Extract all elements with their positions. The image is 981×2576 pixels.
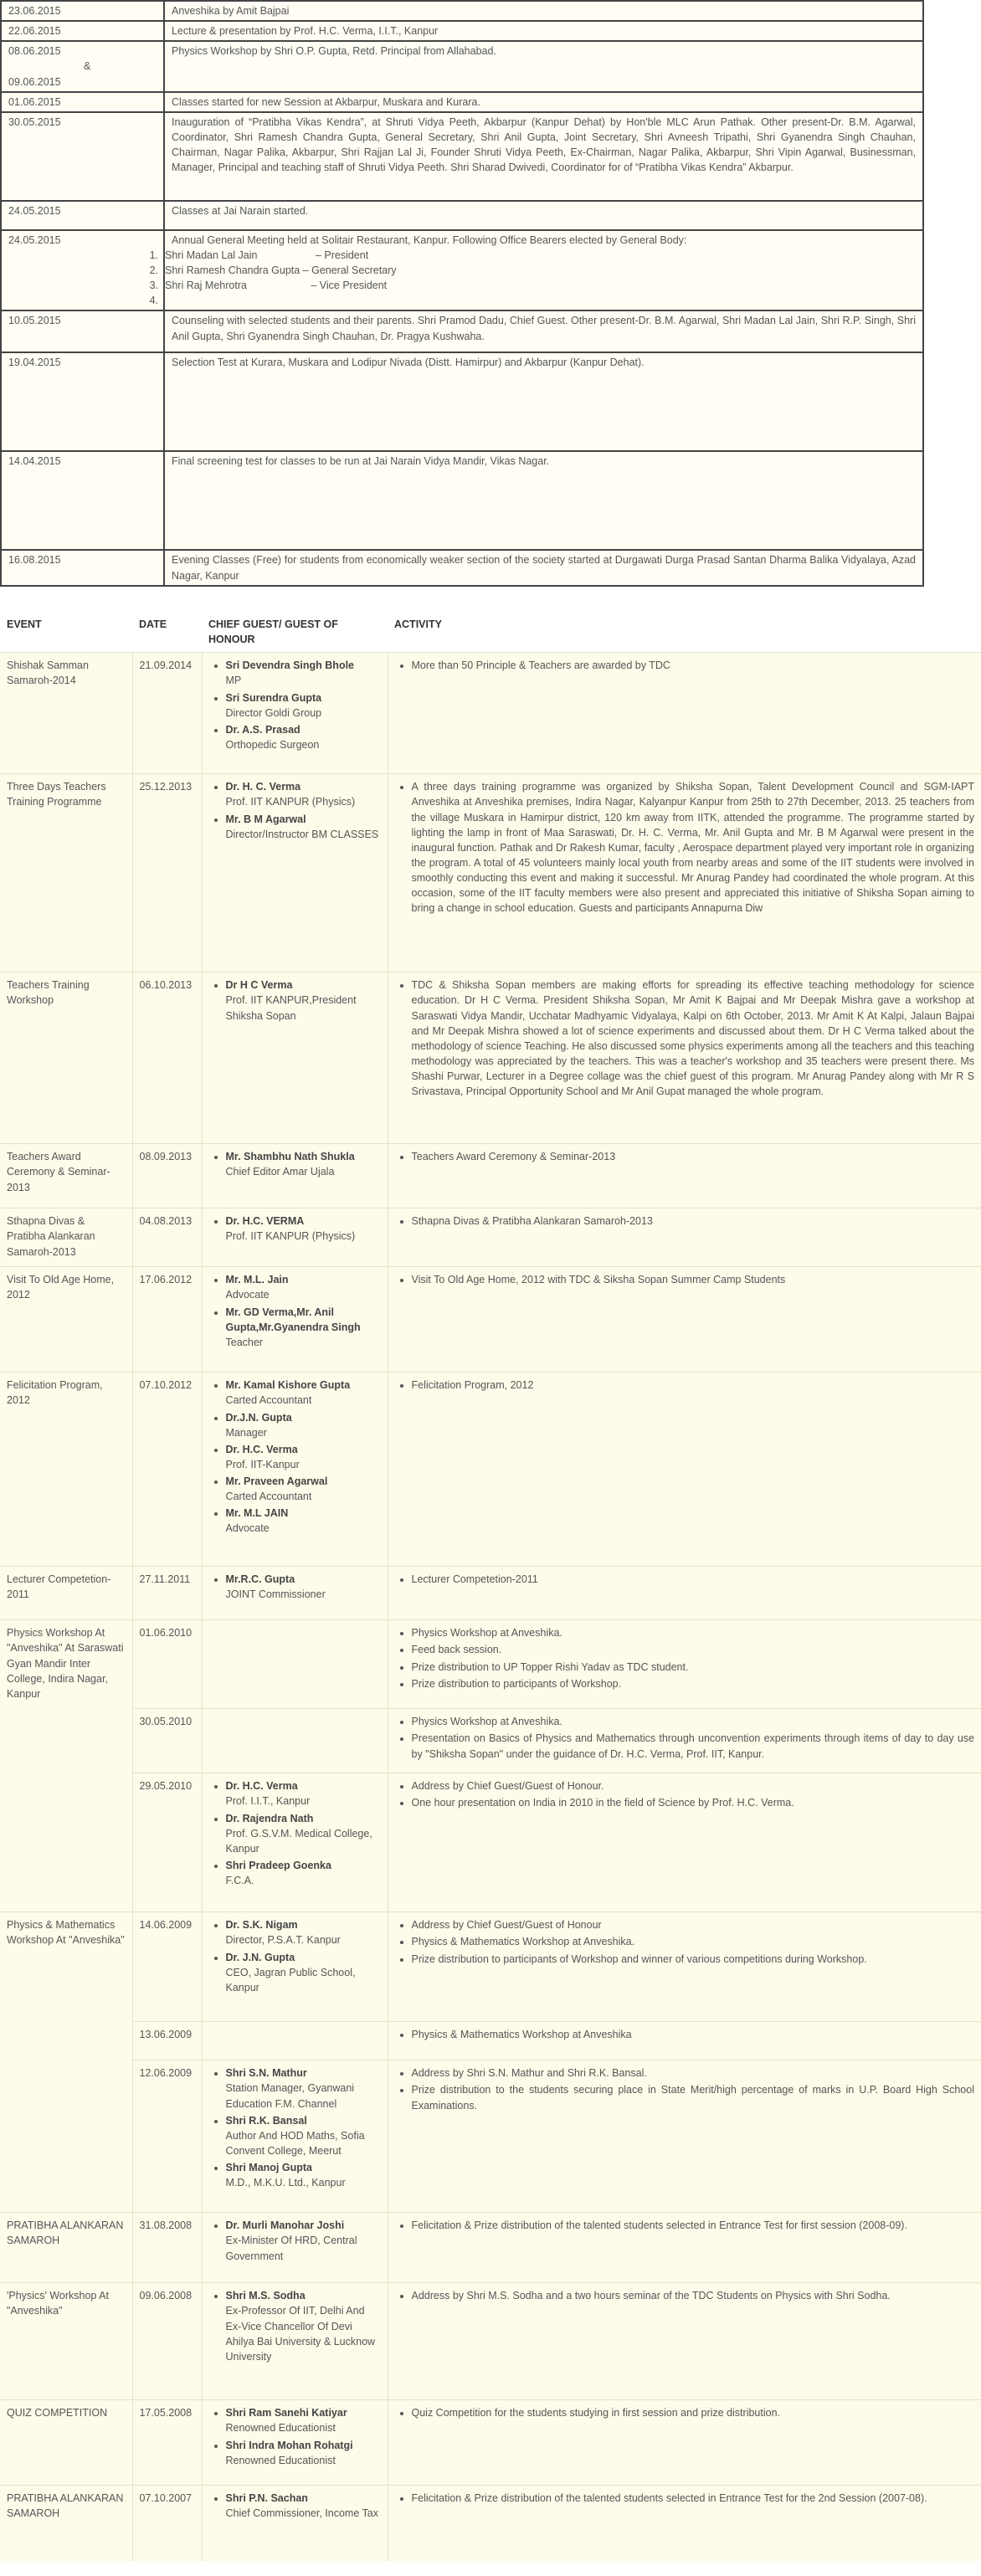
activity-item: • Lecturer Competetion-2011 [412, 1572, 975, 1587]
activity-item: • Address by Chief Guest/Guest of Honour. [412, 1778, 975, 1793]
chief-guest-cell [202, 1208, 388, 1267]
activity-list [395, 1272, 975, 1287]
guest-role: Orthopedic Surgeon [225, 738, 320, 751]
table-row [1, 230, 923, 311]
activity-item: • Teachers Award Ceremony & Seminar-2013 [412, 1149, 975, 1164]
chief-guest-cell [202, 653, 388, 774]
row-text-body: Evening Classes (Free) for students from economically weaker section of the society started at Durgawati Durga Prasad Santan Dharma Balika Vidyalaya, Azad Nagar, Kanpur [172, 554, 916, 582]
table-row [0, 1144, 981, 1208]
guest-list [209, 2065, 381, 2190]
table-row [1, 112, 923, 201]
date-cell: 08.09.2013 [132, 1144, 202, 1208]
row-text [164, 1, 923, 21]
activity-cell [388, 2060, 981, 2213]
date-cell: 31.08.2008 [132, 2213, 202, 2283]
guest-name: Shri Manoj Gupta [225, 2162, 312, 2173]
row-date: 10.05.2015 [1, 310, 164, 352]
guest-item [226, 1305, 381, 1350]
guest-item [226, 1858, 381, 1888]
guest-name: Mr.R.C. Gupta [225, 1573, 295, 1586]
chief-guest-cell [202, 1144, 388, 1208]
chief-guest-cell [202, 2486, 388, 2561]
list-number: 4. [149, 295, 158, 307]
guest-name: Dr. H.C. Verma [225, 1780, 298, 1793]
activity-item: • A three days training programme was organized by Shiksha Sopan, Talent Development Council and SGM-IAPT Anveshika at Anveshika premises, Indira Nagar, Kalyanpur Kanpur from 25th to 27th December, 2013. 25 teachers from the village Muskara in Hamirpur district, 120 km away from IITK, attended the programme. The programme started by lighting the lamp in front of Maa Saraswati, Dr. H. C. Verma, Mr. Anil Gupta and Mr. B M Agarwal were present in the inaugural function. Pathak and Dr Rakesh Kumar, faculty , Aerospace department played very important role in organizing the program. A total of 45 volunteers mainly local youth from nearby areas and some of the IIT students were involved in smoothly conducting this event and making it successful. Mr Anurag Pandey had coordinated the whole program. At this occasion, some of the IIT faculty members were also present and appreciated this initiative of Shiksha Sopan aiming to bring a change in school education. Guests and participants Annapurna Diw [412, 779, 975, 916]
guest-name: Dr. Rajendra Nath [225, 1812, 314, 1824]
guest-role: Carted Accountant [225, 1491, 312, 1503]
row-text [164, 201, 923, 230]
event-cell: Felicitation Program, 2012 [0, 1373, 132, 1567]
chief-guest-cell [202, 774, 388, 972]
activity-list [395, 1625, 975, 1691]
session-2015-table [0, 0, 924, 587]
chief-guest-cell [202, 1267, 388, 1373]
guest-list [209, 1272, 381, 1350]
event-cell: Lecturer Competetion-2011 [0, 1567, 132, 1620]
date-cell: 01.06.2010 [132, 1620, 202, 1709]
guest-name: Shri S.N. Mathur [225, 2067, 307, 2080]
guest-name: Dr. H.C. VERMA [225, 1215, 305, 1228]
guest-role: Prof. G.S.V.M. Medical College, Kanpur [225, 1827, 372, 1855]
date-cell: 12.06.2009 [132, 2060, 202, 2213]
event-cell: Physics Workshop At "Anveshika" At Saraswati Gyan Mandir Inter College, Indira Nagar, Kanpur [0, 1620, 132, 1912]
date-cell: 14.06.2009 [132, 1912, 202, 2022]
list-item [16, 263, 916, 278]
activity-cell [388, 653, 981, 774]
row-date: 24.05.2015 [1, 201, 164, 230]
guest-name: Mr. B M Agarwal [225, 813, 306, 825]
guest-item [226, 1917, 381, 1947]
activity-list [395, 1378, 975, 1393]
row-text-body: Classes started for new Session at Akbarpur, Muskara and Kurara. [172, 95, 480, 108]
guest-name: Mr. M.L JAIN [225, 1507, 289, 1520]
guest-name: Shri Ram Sanehi Katiyar [225, 2407, 347, 2419]
activity-item: • Address by Shri S.N. Mathur and Shri R.K. Bansal. [412, 2065, 975, 2081]
event-cell: Sthapna Divas & Pratibha Alankaran Samaroh-2013 [0, 1208, 132, 1267]
table-row [0, 1709, 981, 1773]
activity-item: • Address by Shri M.S. Sodha and a two hours seminar of the TDC Students on Physics with Shri Sodha. [412, 2288, 975, 2303]
guest-name: Shri P.N. Sachan [225, 2492, 308, 2505]
chief-guest-cell [202, 1620, 388, 1709]
guest-item [226, 2288, 381, 2364]
table-row [1, 201, 923, 230]
table-row [0, 1620, 981, 1709]
activity-list [395, 2027, 975, 2042]
activity-list [395, 779, 975, 916]
activity-list [395, 2288, 975, 2303]
guest-role: M.D., M.K.U. Ltd., Kanpur [225, 2177, 346, 2189]
activity-list [395, 2491, 975, 2506]
date-cell: 21.09.2014 [132, 653, 202, 774]
guest-role: Author And HOD Maths, Sofia Convent College, Meerut [225, 2129, 365, 2157]
table-row [1, 310, 923, 352]
event-cell: QUIZ COMPETITION [0, 2400, 132, 2486]
date-cell: 17.06.2012 [132, 1267, 202, 1373]
guest-list [209, 2491, 381, 2521]
row-text [164, 550, 923, 585]
chief-guest-cell [202, 1373, 388, 1567]
table-row [0, 653, 981, 774]
table-row [0, 1208, 981, 1267]
row-text [164, 451, 923, 550]
guest-role: Advocate [225, 1522, 270, 1535]
guest-role: Teacher [225, 1336, 263, 1348]
guest-role: MP [225, 675, 242, 687]
list-number: 1. [149, 249, 158, 261]
chief-guest-cell [202, 2022, 388, 2060]
guest-list [209, 1149, 381, 1179]
guest-role: Prof. IIT KANPUR (Physics) [225, 1230, 356, 1243]
activity-cell [388, 2283, 981, 2400]
row-text [164, 41, 923, 91]
date-line: 08.06.2015 [8, 45, 61, 58]
activity-cell [388, 1373, 981, 1567]
row-date: 30.05.2015 [1, 112, 164, 201]
guest-item [226, 2405, 381, 2435]
guest-name: Dr.J.N. Gupta [225, 1411, 292, 1424]
activity-list [395, 1572, 975, 1587]
table-row [0, 774, 981, 972]
table-row [1, 21, 923, 41]
table-row [0, 2060, 981, 2213]
activity-cell [388, 1620, 981, 1709]
row-date: 01.06.2015 [1, 92, 164, 112]
guest-role: CEO, Jagran Public School, Kanpur [225, 1966, 356, 1994]
table-row [0, 2283, 981, 2400]
event-cell: Teachers Award Ceremony & Seminar-2013 [0, 1144, 132, 1208]
guest-role: Director, P.S.A.T. Kanpur [225, 1934, 341, 1947]
activity-list [395, 1149, 975, 1164]
guest-item [226, 2218, 381, 2263]
activity-list [395, 2218, 975, 2233]
date-cell: 30.05.2010 [132, 1709, 202, 1773]
table-row [1, 92, 923, 112]
activity-list [395, 658, 975, 673]
guest-name: Shri Pradeep Goenka [225, 1859, 331, 1871]
activity-item: • Feed back session. [412, 1642, 975, 1657]
row-date [1, 41, 164, 91]
guest-list [209, 1214, 381, 1244]
table-row [1, 41, 923, 91]
chief-guest-cell [202, 2213, 388, 2283]
activity-item: • Physics & Mathematics Workshop at Anveshika. [412, 1934, 975, 1949]
date-cell: 07.10.2012 [132, 1373, 202, 1567]
row-date: 16.08.2015 [1, 550, 164, 585]
guest-item [226, 1572, 381, 1602]
guest-item [226, 690, 381, 721]
event-cell: Three Days Teachers Training Programme [0, 774, 132, 972]
activity-item: • More than 50 Principle & Teachers are awarded by TDC [412, 658, 975, 673]
guest-list [209, 2218, 381, 2263]
date-cell: 07.10.2007 [132, 2486, 202, 2561]
guest-item [226, 658, 381, 688]
activity-item: • Prize distribution to UP Topper Rishi Yadav as TDC student. [412, 1660, 975, 1675]
guest-name: Dr. A.S. Prasad [225, 723, 300, 736]
guest-item [226, 2491, 381, 2521]
date-cell: 09.06.2008 [132, 2283, 202, 2400]
row-date: 23.06.2015 [1, 1, 164, 21]
table-row [1, 352, 923, 451]
row-text-body: Physics Workshop by Shri O.P. Gupta, Retd. Principal from Allahabad. [172, 45, 496, 58]
guest-name: Sri Surendra Gupta [225, 691, 322, 704]
row-text [149, 230, 923, 311]
events-table [0, 612, 981, 2561]
event-cell: Shishak Samman Samaroh-2014 [0, 653, 132, 774]
activity-cell [388, 1208, 981, 1267]
guest-item [226, 1811, 381, 1856]
guest-role: Director/Instructor BM CLASSES [225, 828, 379, 840]
activity-item: • Prize distribution to participants of Workshop and winner of various competitions during Workshop. [412, 1952, 975, 1967]
activity-cell [388, 1773, 981, 1912]
guest-role: F.C.A. [225, 1875, 254, 1886]
guest-list [209, 2288, 381, 2364]
guest-name: Mr. M.L. Jain [225, 1274, 289, 1286]
event-cell: 'Physics' Workshop At "Anveshika" [0, 2283, 132, 2400]
guest-item [226, 1474, 381, 1504]
row-text-body: Selection Test at Kurara, Muskara and Lodipur Nivada (Distt. Hamirpur) and Akbarpur (Kanpur Dehat). [172, 357, 645, 369]
activity-cell [388, 2486, 981, 2561]
table-row [0, 2022, 981, 2060]
table-row [0, 1373, 981, 1567]
list-number: 2. [149, 264, 158, 276]
guest-name: Dr. H.C. Verma [225, 1443, 298, 1455]
guest-name: Shri R.K. Bansal [225, 2114, 307, 2127]
activity-cell [388, 2213, 981, 2283]
guest-role: Carted Accountant [225, 1394, 312, 1407]
guest-item [226, 1214, 381, 1244]
guest-item [226, 2113, 381, 2158]
date-cell: 27.11.2011 [132, 1567, 202, 1620]
guest-name: Dr. S.K. Nigam [225, 1919, 298, 1932]
table-row [0, 2213, 981, 2283]
activity-list [395, 2405, 975, 2420]
event-cell: PRATIBHA ALANKARAN SAMAROH [0, 2486, 132, 2561]
guest-list [209, 1572, 381, 1602]
guest-role: Station Manager, Gyanwani Education F.M. Channel [225, 2082, 355, 2110]
activity-item: • One hour presentation on India in 2010 in the field of Science by Prof. H.C. Verma. [412, 1795, 975, 1810]
guest-role: Director Goldi Group [225, 706, 322, 719]
row-text-body: Inauguration of “Pratibha Vikas Kendra”, at Shruti Vidya Peeth, Akbarpur (Kanpur Dehat) by Hon'ble MLC Arun Pathak. Other present-Dr. B.M. Agarwal, Coordinator, Shri Ramesh Chandra Gupta, General Secretary, Shri Anil Gupta, Joint Secretary, Shri Avneesh Tripathi, Shri Gyanendra Singh Chauhan, Chairman, Nagar Palika, Akbarpur, Shri Rajjan Lal Ji, Founder Shruti Vidya Peeth, Ex-Chairman, Nagar Palika, Akbarpur, Shri Vipin Agarwal, Businessman, Manager, Principal and teaching staff of Shruti Vidya Peeth. Shri Sharad Dwivedi, Coordinator for of “Pratibha Vikas Kendra” Akbarpur. [172, 115, 916, 174]
chief-guest-cell [202, 1709, 388, 1773]
activity-item: • Prize distribution to participants of Workshop. [412, 1676, 975, 1691]
activity-cell [388, 2400, 981, 2486]
guest-list [209, 1917, 381, 1995]
list-item [16, 248, 916, 263]
activity-item: • Felicitation & Prize distribution of the talented students selected in Entrance Test for the 2nd Session (2007-08). [412, 2491, 975, 2506]
guest-list [209, 978, 381, 1023]
guest-role: Prof. I.I.T., Kanpur [225, 1795, 311, 1808]
activity-cell [388, 1912, 981, 2022]
guest-item [226, 978, 381, 1023]
guest-item [226, 1272, 381, 1302]
activity-item: • Felicitation & Prize distribution of the talented students selected in Entrance Test for first session (2008-09). [412, 2218, 975, 2233]
activity-cell [388, 774, 981, 972]
activity-cell [388, 1567, 981, 1620]
row-date: 19.04.2015 [1, 352, 164, 451]
activity-list [395, 1917, 975, 1966]
guest-role: Prof. IIT-Kanpur [225, 1458, 300, 1470]
guest-name: Mr. Kamal Kishore Gupta [225, 1379, 351, 1392]
activity-item: • Address by Chief Guest/Guest of Honour [412, 1917, 975, 1932]
event-cell: Physics & Mathematics Workshop At "Anveshika" [0, 1912, 132, 2213]
guest-name: Mr. Shambhu Nath Shukla [225, 1151, 355, 1163]
guest-item [226, 2065, 381, 2111]
chief-guest-cell [202, 2283, 388, 2400]
list-number: 3. [149, 280, 158, 292]
event-cell: Visit To Old Age Home, 2012 [0, 1267, 132, 1373]
chief-guest-cell [202, 2060, 388, 2213]
table-row [0, 1267, 981, 1373]
guest-role: Manager [225, 1426, 267, 1439]
guest-list [209, 1378, 381, 1536]
guest-name: Dr. Murli Manohar Joshi [225, 2219, 345, 2232]
row-text [164, 112, 923, 201]
guest-item [226, 1410, 381, 1440]
activity-item: • Visit To Old Age Home, 2012 with TDC & Siksha Sopan Summer Camp Students [412, 1272, 975, 1287]
guest-role: Prof. IIT KANPUR,President Shiksha Sopan [225, 994, 357, 1022]
activity-item: • TDC & Shiksha Sopan members are making efforts for spreading its effective teaching methodology for science education. Dr H C Verma. President Shiksha Sopan, Mr Amit K Bajpai and Mr Deepak Mishra gave a workshop at Saraswati Vidya Mandir, Ucchatar Madhyamic Vidyalaya, Kalpi on 6th October, 2013. Mr Amit K At Kalpi, Jalaun Bajpai and Mr Deepak Mishra showed a lot of science experiments and discussed about them. Dr H C Verma talked about the methodology of science Teaching. He also discussed some physics experiments among all the teachers and this teaching methodology was appreciated by the teachers. This was a teacher's workshop and 35 teachers were present there. Ms Shashi Purwar, Lecturer in a Degree collage was the chief guest of this program. Mr Anurag Pandey along with Mr R S Srivastava, Principal Opportunity School and Mr Anil Gupat managed the whole program. [412, 978, 975, 1099]
row-text [164, 92, 923, 112]
guest-role: JOINT Commissioner [225, 1588, 326, 1601]
activity-list [395, 978, 975, 1099]
guest-name: Dr H C Verma [225, 979, 293, 992]
guest-role: Chief Commissioner, Income Tax [225, 2507, 378, 2520]
date-line: & [84, 60, 91, 73]
activity-item: • Felicitation Program, 2012 [412, 1378, 975, 1393]
row-text-body: Final screening test for classes to be run at Jai Narain Vidya Mandir, Vikas Nagar. [172, 455, 550, 468]
date-cell: 06.10.2013 [132, 972, 202, 1144]
activity-cell [388, 1267, 981, 1373]
row-text-body: Counseling with selected students and their parents. Shri Pramod Dadu, Chief Guest. Other present-Dr. B.M. Agarwal, Shri Madan Lal Jain, Shri R.P. Singh, Shri Anil Gupta, Shri Gyanendra Singh Chauhan, Dr. Pragya Kushwaha. [172, 315, 916, 342]
date-cell: 04.08.2013 [132, 1208, 202, 1267]
guest-item [226, 2160, 381, 2190]
row-text-body: Anveshika by Amit Bajpai [172, 5, 290, 17]
list-text: Shri Ramesh Chandra Gupta – General Secretary [165, 264, 397, 276]
table-row [0, 2400, 981, 2486]
guest-item [226, 1506, 381, 1536]
row-text-body: Annual General Meeting held at Solitair Restaurant, Kanpur. Following Office Bearers elected by General Body: [172, 233, 687, 246]
chief-guest-cell [202, 2400, 388, 2486]
table-row [0, 1567, 981, 1620]
guest-name: Mr. GD Verma,Mr. Anil Gupta,Mr.Gyanendra Singh [225, 1306, 361, 1333]
list-item [16, 278, 916, 293]
activity-cell [388, 2022, 981, 2060]
guest-list [209, 2405, 381, 2468]
activity-cell [388, 1709, 981, 1773]
activity-list [395, 1778, 975, 1810]
row-date: 24.05.2015 [1, 230, 164, 311]
header-date: DATE [132, 612, 202, 653]
table-row [0, 972, 981, 1144]
activity-list [395, 1714, 975, 1761]
activity-cell [388, 972, 981, 1144]
guest-item [226, 1149, 381, 1179]
guest-role: Prof. IIT KANPUR (Physics) [225, 796, 356, 808]
activity-item: • Quiz Competition for the students studying in first session and prize distribution. [412, 2405, 975, 2420]
date-cell: 29.05.2010 [132, 1773, 202, 1912]
guest-role: Renowned Educationist [225, 2422, 336, 2435]
guest-role: Ex-Minister Of HRD, Central Government [225, 2235, 357, 2262]
list-text: Shri Madan Lal Jain – President [165, 249, 369, 261]
guest-role: Ex-Professor Of IIT, Delhi And Ex-Vice Chancellor Of Devi Ahilya Bai University & Lucknow University [225, 2305, 376, 2363]
date-cell: 17.05.2008 [132, 2400, 202, 2486]
chief-guest-cell [202, 972, 388, 1144]
guest-name: Dr. J.N. Gupta [225, 1951, 295, 1963]
list-item [16, 293, 916, 308]
header-activity: ACTIVITY [388, 612, 981, 653]
guest-name: Dr. H. C. Verma [225, 781, 301, 793]
table-row [1, 451, 923, 550]
table-row [0, 1773, 981, 1912]
chief-guest-cell [202, 1912, 388, 2022]
guest-name: Shri M.S. Sodha [225, 2290, 306, 2302]
row-text-body: Lecture & presentation by Prof. H.C. Verma, I.I.T., Kanpur [172, 25, 439, 38]
activity-item: • Physics Workshop at Anveshika. [412, 1625, 975, 1640]
list-text: Shri Raj Mehrotra – Vice President [165, 280, 388, 292]
header-event: EVENT [0, 612, 132, 653]
guest-role: Advocate [225, 1289, 270, 1301]
table-row [0, 2486, 981, 2561]
activity-item: • Sthapna Divas & Pratibha Alankaran Samaroh-2013 [412, 1214, 975, 1229]
activity-item: • Presentation on Basics of Physics and Mathematics through unconvention experiments through items of day to day use by "Shiksha Sopan" under the guidance of Dr. H.C. Verma, Prof. IIT, Kanpur. [412, 1731, 975, 1761]
guest-item [226, 1778, 381, 1809]
guest-item [226, 1442, 381, 1472]
guest-name: Sri Devendra Singh Bhole [225, 659, 355, 672]
activity-list [395, 2065, 975, 2112]
guest-list [209, 658, 381, 752]
guest-role: Renowned Educationist [225, 2454, 336, 2466]
row-date: 14.04.2015 [1, 451, 164, 550]
table-row [0, 1912, 981, 2022]
guest-role: Chief Editor Amar Ujala [225, 1166, 335, 1178]
table-row [1, 550, 923, 585]
date-line: 09.06.2015 [8, 75, 61, 88]
guest-item [226, 1950, 381, 1995]
row-text [164, 21, 923, 41]
guest-item [226, 779, 381, 809]
chief-guest-cell [202, 1773, 388, 1912]
guest-item [226, 2438, 381, 2468]
row-text [164, 352, 923, 451]
date-cell: 13.06.2009 [132, 2022, 202, 2060]
guest-name: Mr. Praveen Agarwal [225, 1475, 328, 1487]
officer-list [16, 248, 916, 309]
guest-list [209, 779, 381, 842]
chief-guest-cell [202, 1567, 388, 1620]
activity-item: • Prize distribution to the students securing place in State Merit/high percentage of marks in U.P. Board High School Examinations. [412, 2082, 975, 2112]
row-text-body: Classes at Jai Narain started. [172, 204, 309, 217]
activity-list [395, 1214, 975, 1229]
event-cell: PRATIBHA ALANKARAN SAMAROH [0, 2213, 132, 2283]
activity-cell [388, 1144, 981, 1208]
date-cell: 25.12.2013 [132, 774, 202, 972]
guest-name: Shri Indra Mohan Rohatgi [225, 2439, 353, 2451]
guest-list [209, 1778, 381, 1888]
guest-item [226, 722, 381, 752]
table-row [1, 1, 923, 21]
event-cell: Teachers Training Workshop [0, 972, 132, 1144]
header-chief-guest: CHIEF GUEST/ GUEST OF HONOUR [202, 612, 388, 653]
activity-item: • Physics Workshop at Anveshika. [412, 1714, 975, 1729]
guest-item [226, 812, 381, 842]
row-date: 22.06.2015 [1, 21, 164, 41]
guest-item [226, 1378, 381, 1408]
activity-item: • Physics & Mathematics Workshop at Anveshika [412, 2027, 975, 2042]
row-text [164, 310, 923, 352]
